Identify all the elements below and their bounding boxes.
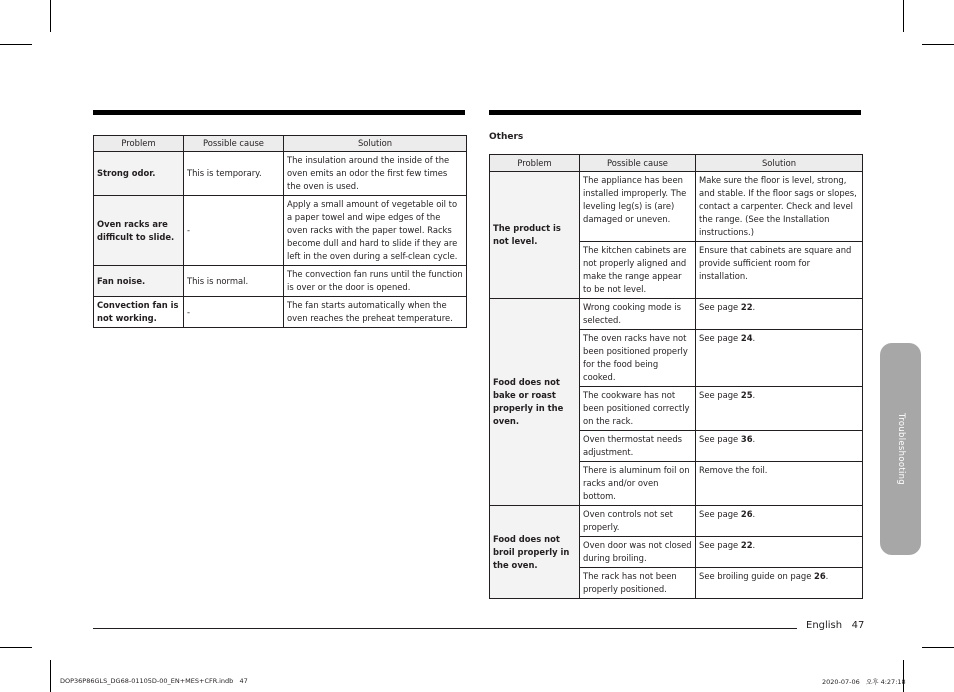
column-header: Problem [490, 155, 580, 172]
others-table [489, 154, 863, 599]
solution-text: See page [699, 540, 741, 550]
crop-mark [50, 0, 51, 32]
problem-cell: The product is not level. [490, 172, 580, 299]
solution-cell: Ensure that cabinets are square and provide sufficient room for installation. [696, 242, 863, 299]
crop-mark [903, 0, 904, 32]
solution-cell [696, 506, 863, 537]
solution-cell: The insulation around the inside of the oven emits an odor the first few times the oven is used. [284, 152, 467, 196]
page-reference: 22 [740, 540, 753, 550]
problem-cell: Food does not broil properly in the oven. [490, 506, 580, 599]
solution-text: See broiling guide on page [699, 571, 815, 581]
page-reference: 25 [740, 390, 753, 400]
solution-cell [696, 299, 863, 330]
solution-cell: Make sure the floor is level, strong, and stable. If the floor sags or slopes, contact a carpenter. Check and level the range. (See the Installation instructions.) [696, 172, 863, 242]
cause-cell: The kitchen cabinets are not properly aligned and make the range appear to be not level. [580, 242, 696, 299]
cause-cell: The rack has not been properly positioned. [580, 568, 696, 599]
cause-cell: Wrong cooking mode is selected. [580, 299, 696, 330]
chapter-tab-label: Troubleshooting [895, 412, 906, 486]
solution-suffix: . [752, 509, 756, 519]
solution-cell: Remove the foil. [696, 462, 863, 506]
problem-cell: Fan noise. [94, 266, 184, 297]
cause-cell: The oven racks have not been positioned properly for the food being cooked. [580, 330, 696, 387]
footer-language: English [806, 620, 843, 631]
solution-cell [696, 568, 863, 599]
imprint-file: DOP36P86GLS_DG68-01105D-00_EN+MES+CFR.indb 47 [60, 677, 248, 685]
problem-cell: Food does not bake or roast properly in the oven. [490, 299, 580, 506]
page-reference: 26 [814, 571, 826, 581]
column-header: Problem [94, 136, 184, 152]
table-row [94, 152, 467, 196]
solution-suffix: . [752, 540, 756, 550]
crop-mark [0, 647, 32, 648]
section-heading: Others [489, 132, 524, 142]
crop-mark [903, 660, 904, 692]
solution-text: See page [699, 434, 741, 444]
page-reference: 26 [740, 509, 753, 519]
crop-mark [50, 660, 51, 692]
cause-cell: This is temporary. [184, 152, 284, 196]
page-reference: 36 [740, 434, 753, 444]
cause-cell: - [184, 196, 284, 266]
solution-cell [696, 537, 863, 568]
cause-cell: The cookware has not been positioned correctly on the rack. [580, 387, 696, 431]
cause-cell: This is normal. [184, 266, 284, 297]
solution-text: See page [699, 509, 741, 519]
solution-cell: Apply a small amount of vegetable oil to a paper towel and wipe edges of the oven racks with the paper towel. Racks become dull and hard to slide if they are left in the oven during a self-clean cycle. [284, 196, 467, 266]
footer-rule [93, 628, 797, 629]
section-rule [489, 110, 861, 115]
chapter-tab [880, 343, 921, 555]
crop-mark [0, 44, 32, 45]
column-header: Possible cause [184, 136, 284, 152]
column-header: Solution [696, 155, 863, 172]
table-header-row [94, 136, 467, 152]
solution-text: See page [699, 333, 741, 343]
crop-mark [922, 647, 954, 648]
solution-cell: The convection fan runs until the function is over or the door is opened. [284, 266, 467, 297]
crop-mark [922, 44, 954, 45]
problem-cell: Oven racks are difficult to slide. [94, 196, 184, 266]
cause-cell: The appliance has been installed improperly. The leveling leg(s) is (are) damaged or uneven. [580, 172, 696, 242]
table-row [94, 196, 467, 266]
solution-cell [696, 387, 863, 431]
table-row [94, 297, 467, 328]
solution-cell [696, 431, 863, 462]
table-row [490, 506, 863, 537]
solution-suffix: . [752, 333, 756, 343]
cause-cell: Oven controls not set properly. [580, 506, 696, 537]
cause-cell: - [184, 297, 284, 328]
problem-cell: Strong odor. [94, 152, 184, 196]
page-footer [806, 620, 864, 631]
cause-cell: Oven door was not closed during broiling. [580, 537, 696, 568]
solution-cell: The fan starts automatically when the oven reaches the preheat temperature. [284, 297, 467, 328]
section-rule [93, 110, 465, 115]
cause-cell: There is aluminum foil on racks and/or oven bottom. [580, 462, 696, 506]
column-header: Possible cause [580, 155, 696, 172]
page-reference: 22 [740, 302, 753, 312]
troubleshooting-table [93, 135, 467, 328]
problem-cell: Convection fan is not working. [94, 297, 184, 328]
column-header: Solution [284, 136, 467, 152]
page-number: 47 [851, 620, 865, 631]
table-row [490, 172, 863, 242]
solution-cell [696, 330, 863, 387]
page-reference: 24 [740, 333, 753, 343]
solution-text: See page [699, 390, 741, 400]
solution-suffix: . [752, 302, 756, 312]
table-row [490, 299, 863, 330]
solution-suffix: . [752, 434, 756, 444]
table-header-row [490, 155, 863, 172]
solution-suffix: . [752, 390, 756, 400]
solution-text: See page [699, 302, 741, 312]
cause-cell: Oven thermostat needs adjustment. [580, 431, 696, 462]
solution-suffix: . [825, 571, 829, 581]
table-row [94, 266, 467, 297]
imprint-date: 2020-07-06 오후 4:27:18 [822, 678, 906, 686]
